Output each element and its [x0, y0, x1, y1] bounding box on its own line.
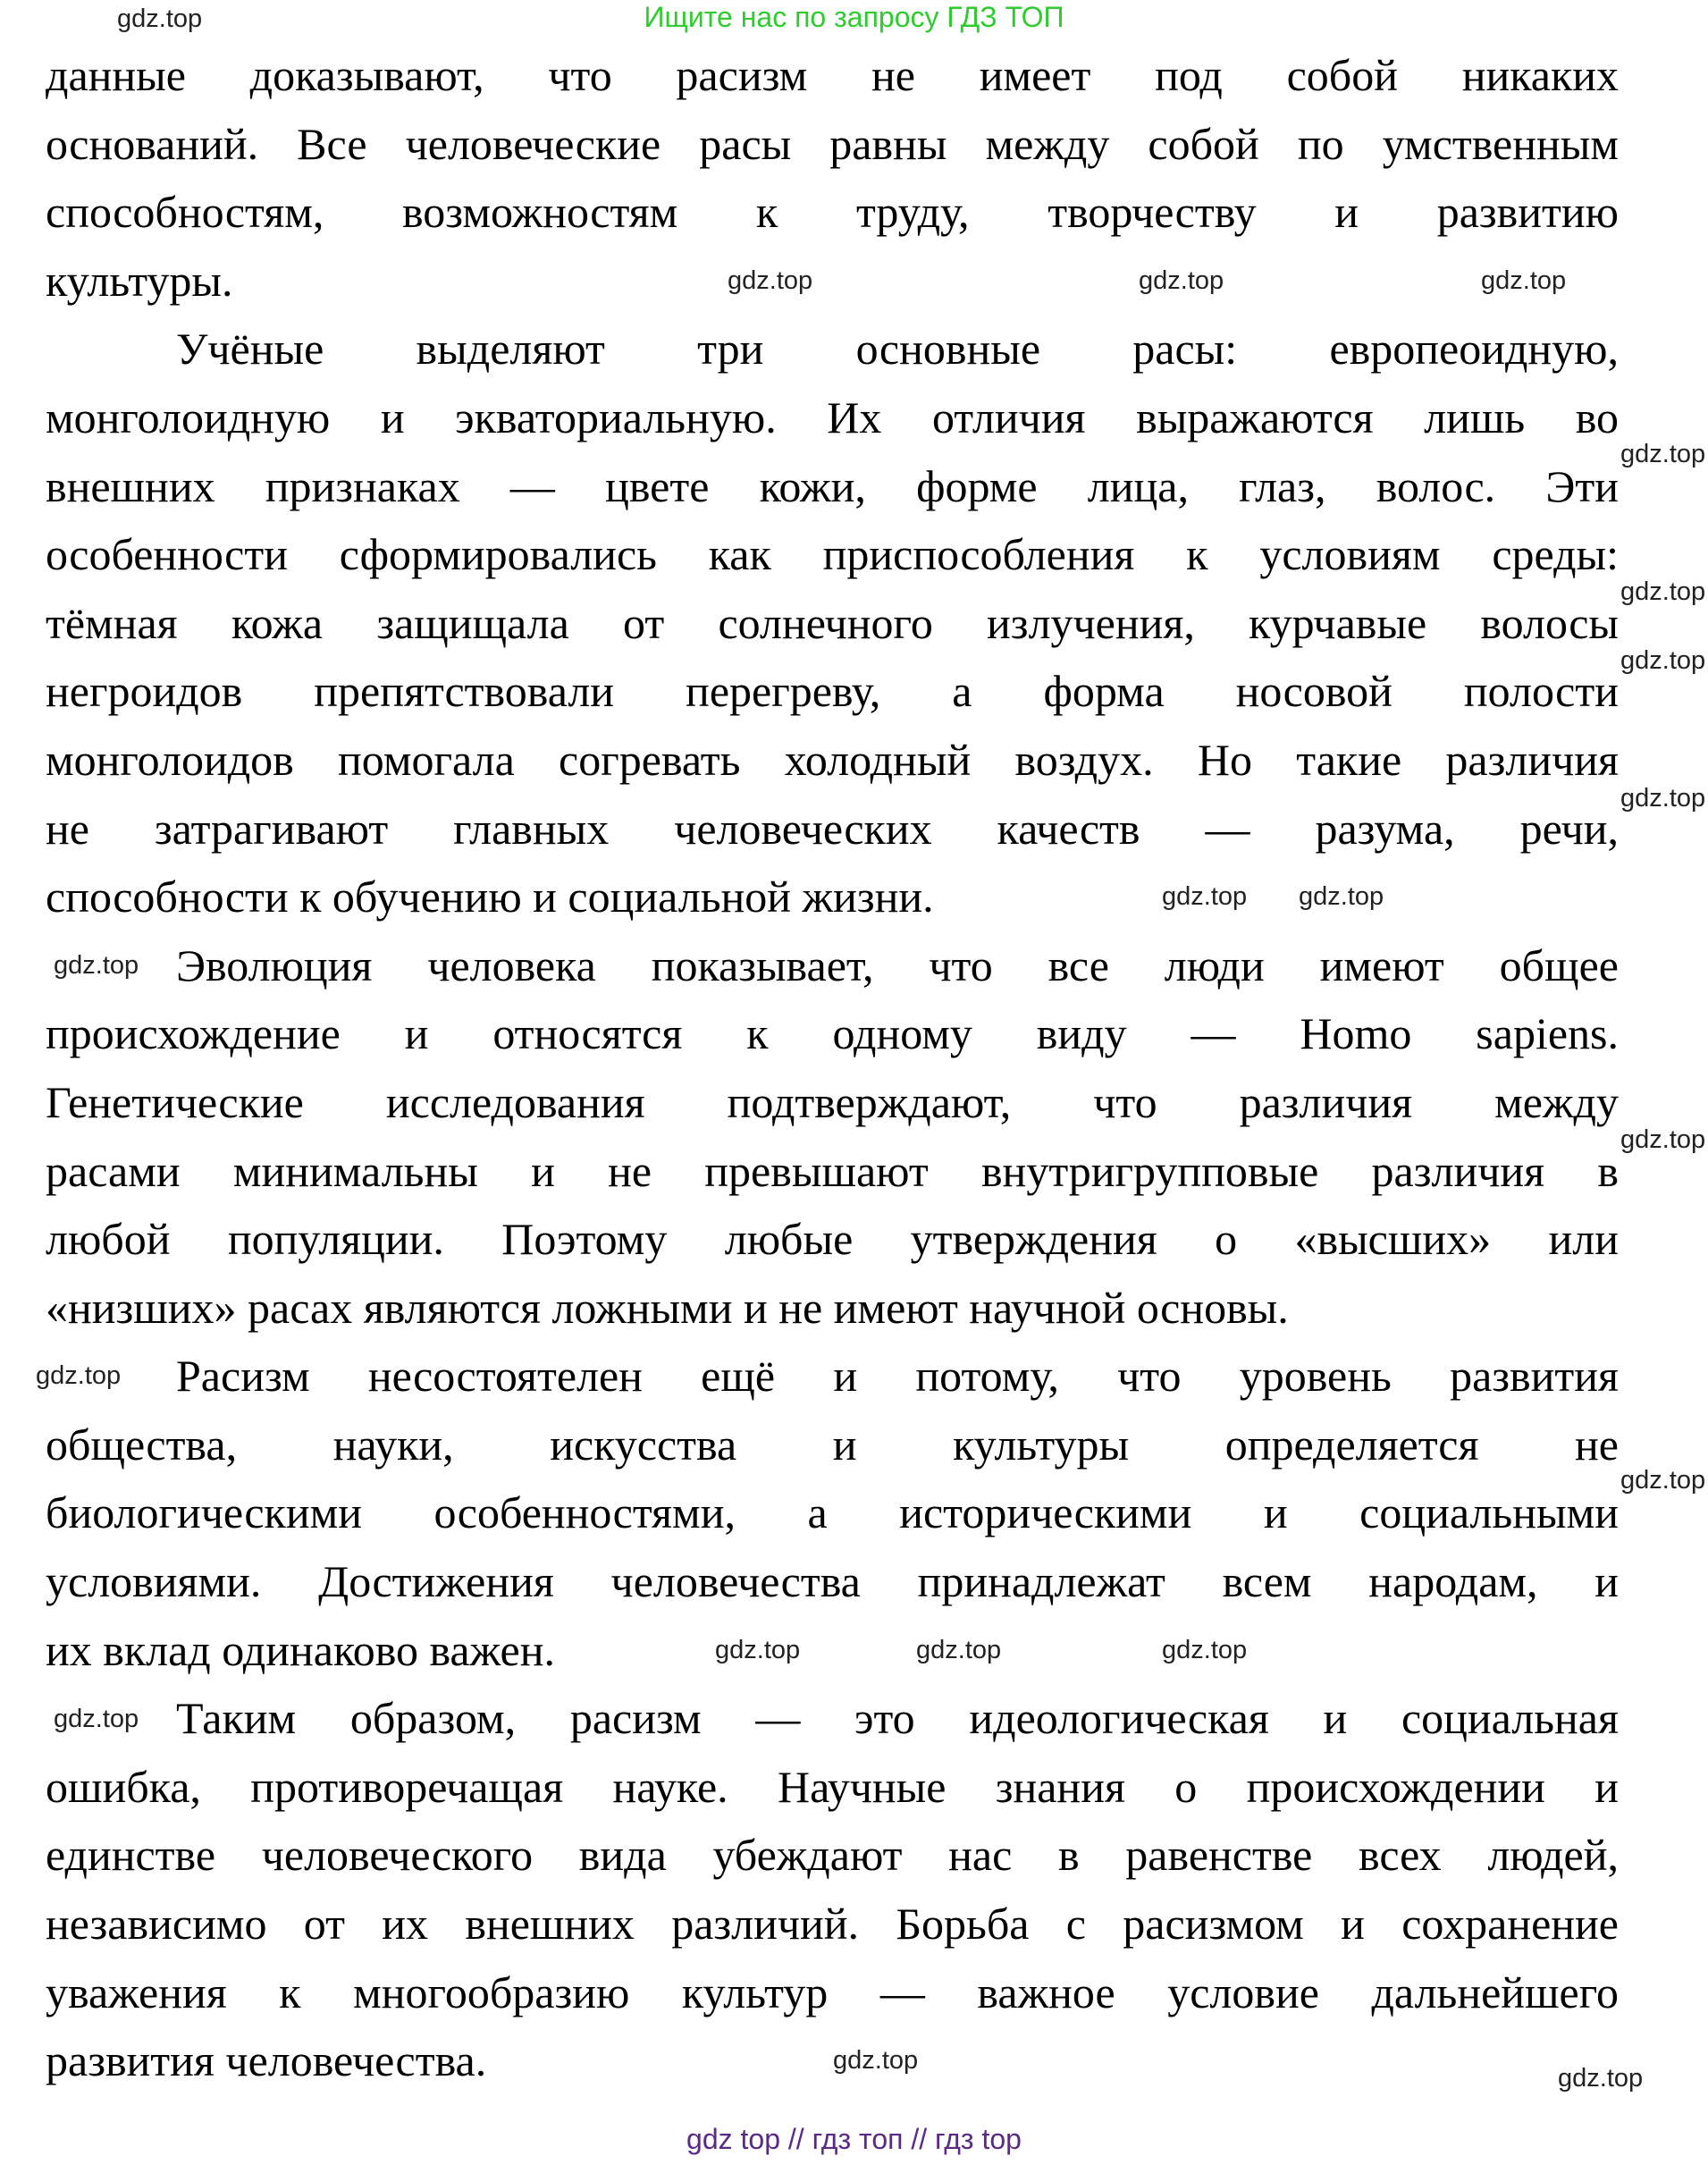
text-line: негроидов препятствовали перегреву, а форма носовой полости	[46, 666, 1619, 717]
text-line: происхождение и относятся к одному виду — Homo sapiens.	[46, 1008, 1619, 1059]
text-line: ошибка, противоречащая науке. Научные знания о происхождении и	[46, 1761, 1619, 1812]
footer-links[interactable]: gdz top // гдз топ // гдз top	[686, 2123, 1022, 2155]
text-line: не затрагивают главных человеческих качеств — разума, речи,	[46, 803, 1619, 854]
text-line: независимо от их внешних различий. Борьба с расизмом и сохранение	[46, 1899, 1619, 1950]
text-line: условиями. Достижения человечества принадлежат всем народам, и	[46, 1556, 1619, 1607]
text-line: монголоидную и экваториальную. Их отличия выражаются лишь во	[46, 392, 1619, 442]
watermark: gdz.top	[1558, 2064, 1644, 2093]
text-line: единстве человеческого вида убеждают нас в равенстве всех людей,	[46, 1830, 1619, 1881]
paragraph	[46, 1342, 1619, 1684]
watermark: gdz.top	[1162, 1636, 1248, 1664]
text-line: общества, науки, искусства и культуры определяется не	[46, 1419, 1619, 1470]
text-line: биологическими особенностями, а историческими и социальными	[46, 1487, 1619, 1538]
text-line: Таким образом, расизм — это идеологическая и социальная	[176, 1693, 1619, 1744]
text-line: культуры.	[46, 255, 233, 306]
text-line: данные доказывают, что расизм не имеет под собой никаких	[46, 50, 1619, 100]
paragraph	[46, 1684, 1619, 2095]
text-line: «низших» расах являются ложными и не имеют научной основы.	[46, 1282, 1289, 1333]
text-line: их вклад одинаково важен.	[46, 1624, 555, 1675]
text-line: Расизм несостоятелен ещё и потому, что уровень развития	[176, 1351, 1619, 1402]
watermark: gdz.top	[1620, 577, 1706, 606]
text-line: Учёные выделяют три основные расы: европеоидную,	[176, 324, 1619, 375]
watermark: gdz.top	[728, 266, 813, 295]
text-line: оснований. Все человеческие расы равны между собой по умственным	[46, 118, 1619, 169]
watermark: gdz.top	[916, 1636, 1002, 1664]
watermark: gdz.top	[54, 951, 139, 980]
watermark: gdz.top	[117, 4, 203, 33]
text-line: монголоидов помогала согревать холодный воздух. Но такие различия	[46, 734, 1619, 785]
watermark: gdz.top	[833, 2046, 919, 2075]
watermark: gdz.top	[1620, 440, 1706, 468]
watermark: gdz.top	[1620, 1125, 1706, 1154]
text-line: способностям, возможностям к труду, творчеству и развитию	[46, 187, 1619, 238]
text-line: тёмная кожа защищала от солнечного излучения, курчавые волосы	[46, 597, 1619, 648]
watermark: gdz.top	[54, 1705, 139, 1733]
watermark: gdz.top	[1620, 784, 1706, 813]
text-line: расами минимальны и не превышают внутригрупповые различия в	[46, 1145, 1619, 1196]
search-banner: Ищите нас по запросу ГДЗ ТОП	[644, 1, 1064, 33]
text-line: Эволюция человека показывает, что все люди имеют общее	[176, 939, 1619, 990]
watermark: gdz.top	[1620, 646, 1706, 675]
watermark: gdz.top	[1139, 266, 1224, 295]
text-line: внешних признаках — цвете кожи, форме лица, глаз, волос. Эти	[46, 460, 1619, 511]
watermark: gdz.top	[36, 1361, 122, 1390]
text-line: развития человечества.	[46, 2035, 487, 2086]
watermark: gdz.top	[1299, 882, 1384, 911]
watermark: gdz.top	[1481, 266, 1567, 295]
watermark: gdz.top	[715, 1636, 801, 1664]
text-line: способности к обучению и социальной жизни.	[46, 872, 934, 922]
document-body	[46, 41, 1619, 2095]
text-line: уважения к многообразию культур — важное условие дальнейшего	[46, 1967, 1619, 2017]
paragraph	[46, 315, 1619, 931]
text-line: Генетические исследования подтверждают, что различия между	[46, 1076, 1619, 1127]
watermark: gdz.top	[1162, 882, 1248, 911]
paragraph	[46, 41, 1619, 315]
paragraph	[46, 931, 1619, 1343]
text-line: особенности сформировались как приспособления к условиям среды:	[46, 529, 1619, 580]
watermark: gdz.top	[1620, 1466, 1706, 1495]
text-line: любой популяции. Поэтому любые утверждения о «высших» или	[46, 1214, 1619, 1265]
